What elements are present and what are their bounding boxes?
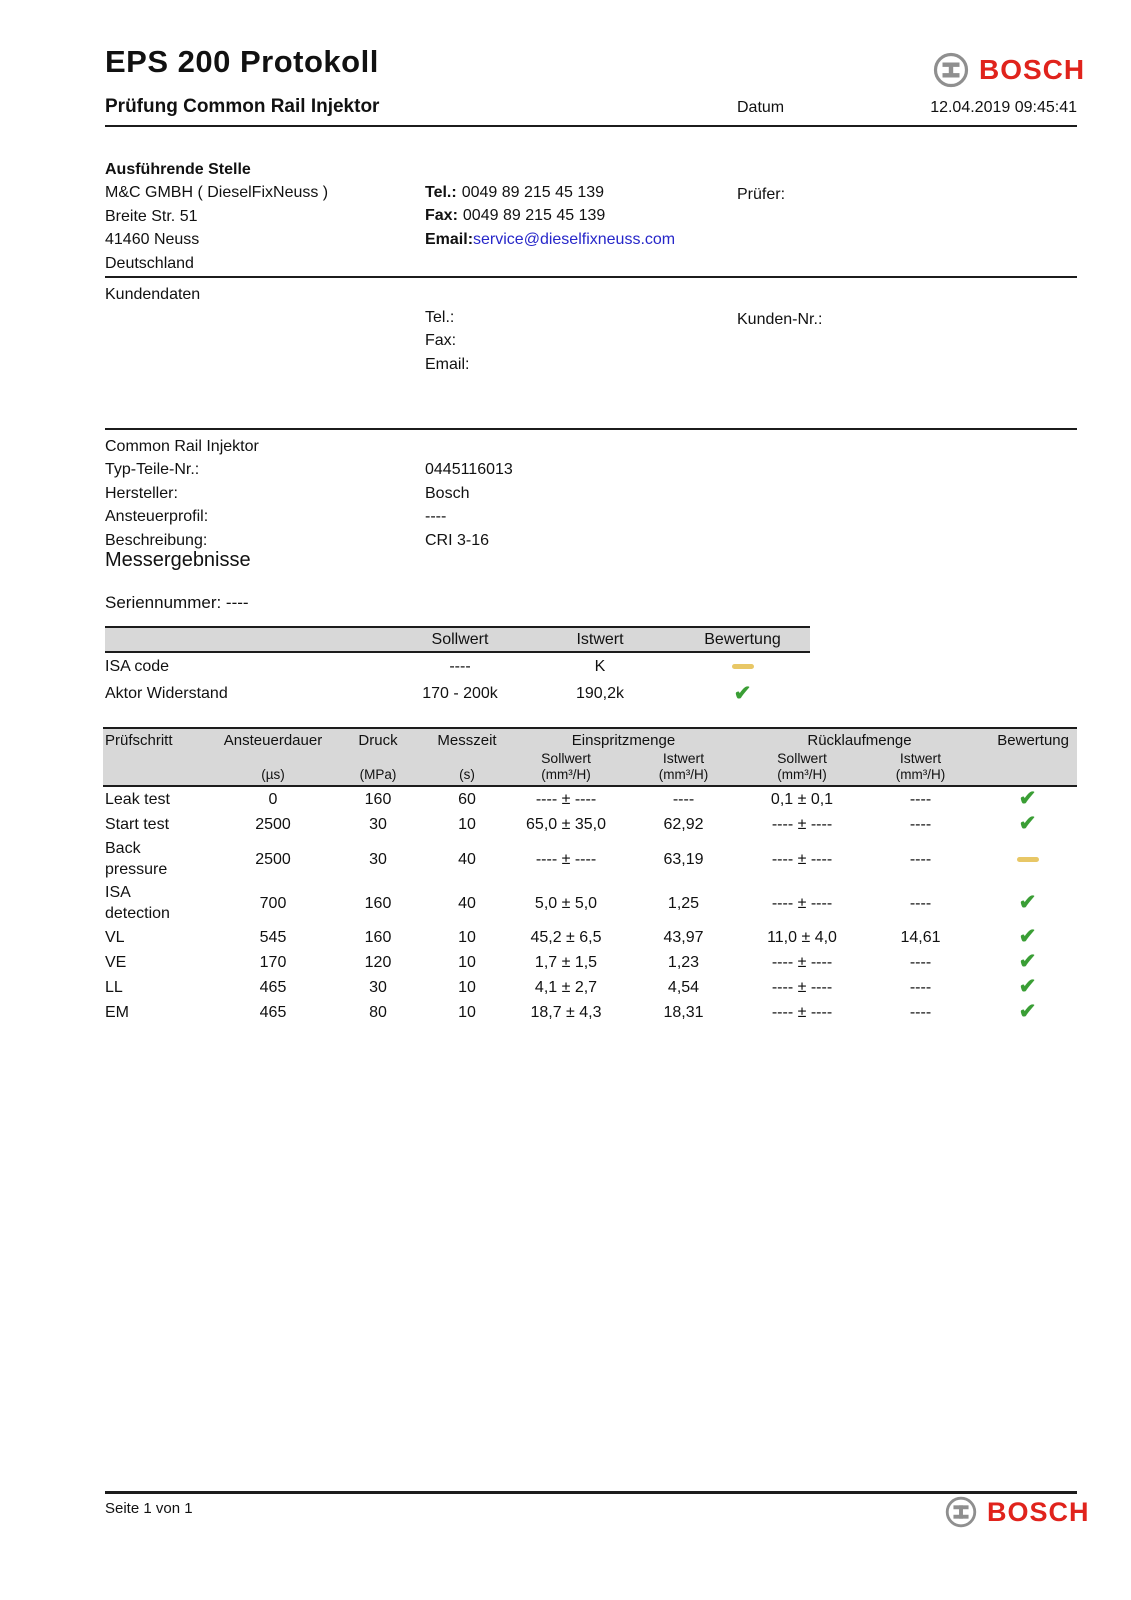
footer-divider (105, 1491, 1077, 1494)
test-table-row (103, 837, 1077, 881)
test-row-bewertung (978, 1001, 1077, 1024)
section-divider (105, 428, 1077, 430)
header-messzeit: Messzeit (437, 732, 497, 749)
test-row-name: Start test (105, 816, 170, 833)
test-row-messzeit: 10 (458, 954, 476, 971)
unit-mm3h: (mm³/H) (541, 767, 591, 782)
header-ansteuerdauer: Ansteuerdauer (223, 732, 323, 749)
test-row-druck: 30 (369, 816, 387, 833)
dash-icon (1017, 857, 1039, 862)
test-row-ansteuerdauer: 0 (268, 791, 278, 808)
test-row-name: LL (105, 979, 123, 996)
seriennummer: Seriennummer: ---- (105, 593, 249, 612)
address-line: Breite Str. 51 (105, 207, 198, 225)
header-r-sollwert: Sollwert (777, 750, 827, 766)
test-header-row-2 (103, 750, 1077, 766)
kunden-contact-block (425, 306, 469, 376)
unit-s: (s) (459, 767, 475, 782)
test-row-druck: 160 (364, 929, 392, 946)
header-bewertung: Bewertung (997, 732, 1069, 749)
summary-header-bewertung: Bewertung (704, 630, 781, 648)
test-row-ruecklauf-istwert: ---- (909, 816, 932, 833)
test-row-einspritz-istwert: 62,92 (663, 816, 704, 833)
test-row-ruecklauf-istwert: ---- (909, 850, 932, 868)
injektor-row (105, 505, 1077, 528)
kunden-fax-label: Fax: (425, 332, 457, 350)
test-row-einspritz-sollwert: ---- ± ---- (535, 791, 597, 808)
test-row-ruecklauf-sollwert: 11,0 ± 4,0 (767, 929, 837, 946)
summary-table-row (105, 653, 810, 680)
test-table-row (103, 950, 1077, 975)
injektor-value: CRI 3-16 (425, 531, 490, 549)
test-row-messzeit: 10 (458, 1004, 476, 1021)
test-row-ruecklauf-sollwert: ---- ± ---- (771, 954, 833, 971)
bosch-armature-icon (945, 1496, 977, 1528)
test-row-messzeit: 40 (458, 850, 476, 868)
test-row-ruecklauf-istwert: ---- (909, 791, 932, 808)
test-row-einspritz-sollwert: 18,7 ± 4,3 (530, 1004, 602, 1021)
test-row-ruecklauf-sollwert: ---- ± ---- (771, 979, 833, 996)
test-row-bewertung (978, 849, 1077, 870)
test-row-ruecklauf-sollwert: ---- ± ---- (771, 894, 833, 912)
test-row-messzeit: 10 (458, 929, 476, 946)
kunden-nr-label: Kunden-Nr.: (737, 311, 823, 328)
summary-row-label: Aktor Widerstand (105, 684, 228, 702)
test-row-ansteuerdauer: 2500 (255, 850, 291, 868)
bosch-logo (933, 52, 1085, 88)
summary-row-sollwert: ---- (449, 657, 471, 675)
test-row-bewertung (978, 892, 1077, 915)
test-row-einspritz-sollwert: 1,7 ± 1,5 (534, 954, 598, 971)
test-row-ruecklauf-sollwert: ---- ± ---- (771, 1004, 833, 1021)
header-r-istwert: Istwert (899, 750, 942, 766)
test-row-name: VE (105, 954, 127, 971)
check-icon: ✔ (1018, 950, 1037, 973)
summary-row-label: ISA code (105, 657, 170, 675)
summary-header-istwert: Istwert (576, 630, 624, 648)
test-row-ruecklauf-istwert: ---- (909, 894, 932, 912)
test-table-row (103, 812, 1077, 837)
test-row-name: Leak test (105, 791, 170, 808)
injektor-row (105, 529, 1077, 552)
datum-value: 12.04.2019 09:45:41 (930, 99, 1077, 116)
header-divider (105, 125, 1077, 127)
kundendaten-heading: Kundendaten (105, 286, 201, 303)
check-icon: ✔ (1018, 925, 1037, 948)
test-row-einspritz-sollwert: 5,0 ± 5,0 (534, 894, 598, 912)
test-row-einspritz-sollwert: 45,2 ± 6,5 (530, 929, 602, 946)
test-row-einspritz-istwert: 63,19 (663, 850, 704, 868)
check-icon: ✔ (1018, 890, 1037, 914)
bosch-armature-icon (933, 52, 969, 88)
header-druck: Druck (358, 732, 398, 749)
bosch-wordmark: BOSCH (987, 1496, 1090, 1527)
test-row-ruecklauf-istwert: ---- (909, 1004, 932, 1021)
summary-row-bewertung (675, 658, 810, 676)
test-row-name: EM (105, 1004, 129, 1021)
test-row-einspritz-sollwert: 4,1 ± 2,7 (534, 979, 598, 996)
unit-mm3h: (mm³/H) (777, 767, 827, 782)
test-row-einspritz-istwert: 1,23 (667, 954, 700, 971)
address-line: M&C GMBH ( DieselFixNeuss ) (105, 184, 329, 202)
check-icon: ✔ (1018, 975, 1037, 998)
injektor-label: Hersteller: (105, 484, 178, 502)
test-row-ansteuerdauer: 170 (259, 954, 287, 971)
test-row-messzeit: 10 (458, 979, 476, 996)
injektor-value: ---- (425, 508, 447, 526)
test-row-druck: 30 (369, 850, 387, 868)
header-ruecklaufmenge: Rücklaufmenge (807, 732, 912, 749)
test-header-row-3 (103, 767, 1077, 782)
bosch-logo-footer (945, 1496, 1090, 1528)
injektor-row (105, 482, 1077, 505)
test-row-bewertung (978, 976, 1077, 999)
kunden-email-label: Email: (425, 355, 470, 373)
test-table-body (103, 787, 1077, 1025)
summary-table-body (105, 653, 810, 707)
test-row-druck: 120 (364, 954, 392, 971)
summary-row-bewertung (675, 683, 810, 705)
test-row-ruecklauf-sollwert: 0,1 ± 0,1 (770, 791, 834, 808)
test-row-einspritz-istwert: 18,31 (663, 1004, 704, 1021)
test-table-row (103, 925, 1077, 950)
test-row-einspritz-istwert: 4,54 (667, 979, 700, 996)
summary-table-row (105, 680, 810, 707)
test-row-ruecklauf-sollwert: ---- ± ---- (771, 850, 833, 868)
test-table-row (103, 975, 1077, 1000)
fax-label: Fax: (425, 207, 458, 225)
test-row-ansteuerdauer: 700 (259, 894, 287, 912)
summary-row-istwert: 190,2k (575, 684, 625, 702)
header-e-istwert: Istwert (662, 750, 705, 766)
test-table-row (103, 881, 1077, 925)
unit-mpa: (MPa) (359, 767, 397, 782)
stelle-contact-block (425, 181, 675, 251)
test-row-bewertung (978, 788, 1077, 811)
test-row-ruecklauf-istwert: ---- (909, 954, 932, 971)
address-line: Deutschland (105, 254, 194, 272)
stelle-tel-line (425, 181, 675, 204)
check-icon: ✔ (1018, 812, 1037, 835)
email-label: Email: (425, 230, 474, 248)
document-subtitle: Prüfung Common Rail Injektor (105, 96, 380, 117)
email-link[interactable]: service@dieselfixneuss.com (473, 230, 676, 248)
ausfuehrende-stelle-heading: Ausführende Stelle (105, 161, 251, 178)
page-number: Seite 1 von 1 (105, 1500, 193, 1517)
kunden-tel-label: Tel.: (425, 309, 455, 326)
section-injektor (105, 435, 1077, 552)
injektor-label: Ansteuerprofil: (105, 508, 209, 526)
messergebnisse-heading: Messergebnisse (105, 549, 251, 571)
stelle-email-line (425, 228, 675, 251)
test-row-messzeit: 40 (458, 894, 476, 912)
test-row-einspritz-sollwert: ---- ± ---- (535, 850, 597, 868)
injektor-value: Bosch (425, 484, 470, 502)
test-row-ansteuerdauer: 2500 (255, 816, 291, 833)
header-einspritzmenge: Einspritzmenge (571, 732, 676, 749)
test-row-druck: 30 (369, 979, 387, 996)
test-row-einspritz-istwert: ---- (672, 791, 695, 808)
bosch-wordmark: BOSCH (979, 54, 1086, 85)
test-row-name: ISA detection (105, 884, 170, 922)
test-header-row-1 (103, 732, 1077, 749)
test-row-einspritz-istwert: 43,97 (663, 929, 704, 946)
summary-row-istwert: K (594, 657, 606, 675)
test-row-bewertung (978, 926, 1077, 949)
check-icon: ✔ (1018, 1000, 1037, 1023)
fax-value: 0049 89 215 45 139 (462, 207, 606, 225)
summary-row-sollwert: 170 - 200k (422, 684, 498, 702)
unit-mm3h: (mm³/H) (895, 767, 946, 782)
tel-label: Tel.: (425, 184, 457, 201)
unit-mm3h: (mm³/H) (658, 767, 709, 782)
test-row-ruecklauf-sollwert: ---- ± ---- (771, 816, 833, 833)
summary-table (105, 626, 810, 707)
stelle-fax-line (425, 204, 675, 227)
test-row-name: VL (105, 929, 125, 946)
datum-label: Datum (737, 99, 785, 116)
test-row-einspritz-sollwert: 65,0 ± 35,0 (526, 816, 606, 833)
test-row-name: Back pressure (105, 840, 168, 878)
injektor-label: Beschreibung: (105, 531, 208, 549)
page-title: EPS 200 Protokoll (105, 44, 379, 79)
section-divider (105, 276, 1077, 278)
pruefer-label: Prüfer: (737, 186, 786, 203)
test-row-ansteuerdauer: 545 (259, 929, 287, 946)
dash-icon (732, 664, 754, 669)
test-table-row (103, 1000, 1077, 1025)
summary-table-header (105, 626, 810, 653)
test-row-messzeit: 10 (458, 816, 476, 833)
test-row-druck: 160 (364, 791, 392, 808)
test-table-row (103, 787, 1077, 812)
test-table-header (103, 727, 1077, 787)
test-row-druck: 80 (369, 1004, 387, 1021)
check-icon: ✔ (1018, 787, 1037, 810)
test-row-ruecklauf-istwert: ---- (909, 979, 932, 996)
summary-header-sollwert: Sollwert (431, 630, 489, 648)
test-row-ansteuerdauer: 465 (259, 979, 287, 996)
section-kundendaten (105, 283, 1077, 373)
unit-us: (µs) (261, 767, 285, 782)
injektor-row (105, 458, 1077, 481)
test-row-bewertung (978, 951, 1077, 974)
injektor-heading: Common Rail Injektor (105, 438, 259, 455)
test-row-bewertung (978, 813, 1077, 836)
header-pruefschritt: Prüfschritt (105, 732, 173, 749)
tel-value: 0049 89 215 45 139 (461, 184, 605, 201)
address-line: 41460 Neuss (105, 231, 200, 249)
test-table (103, 727, 1077, 1025)
injektor-value: 0445116013 (425, 461, 513, 479)
section-ausfuehrende-stelle (105, 158, 1077, 275)
test-row-ruecklauf-istwert: 14,61 (900, 929, 941, 946)
injektor-label: Typ-Teile-Nr.: (105, 461, 200, 479)
test-row-druck: 160 (364, 894, 392, 912)
test-row-messzeit: 60 (458, 791, 476, 808)
header-e-sollwert: Sollwert (541, 750, 591, 766)
test-row-ansteuerdauer: 465 (259, 1004, 287, 1021)
test-row-einspritz-istwert: 1,25 (667, 894, 700, 912)
check-icon: ✔ (733, 681, 752, 705)
